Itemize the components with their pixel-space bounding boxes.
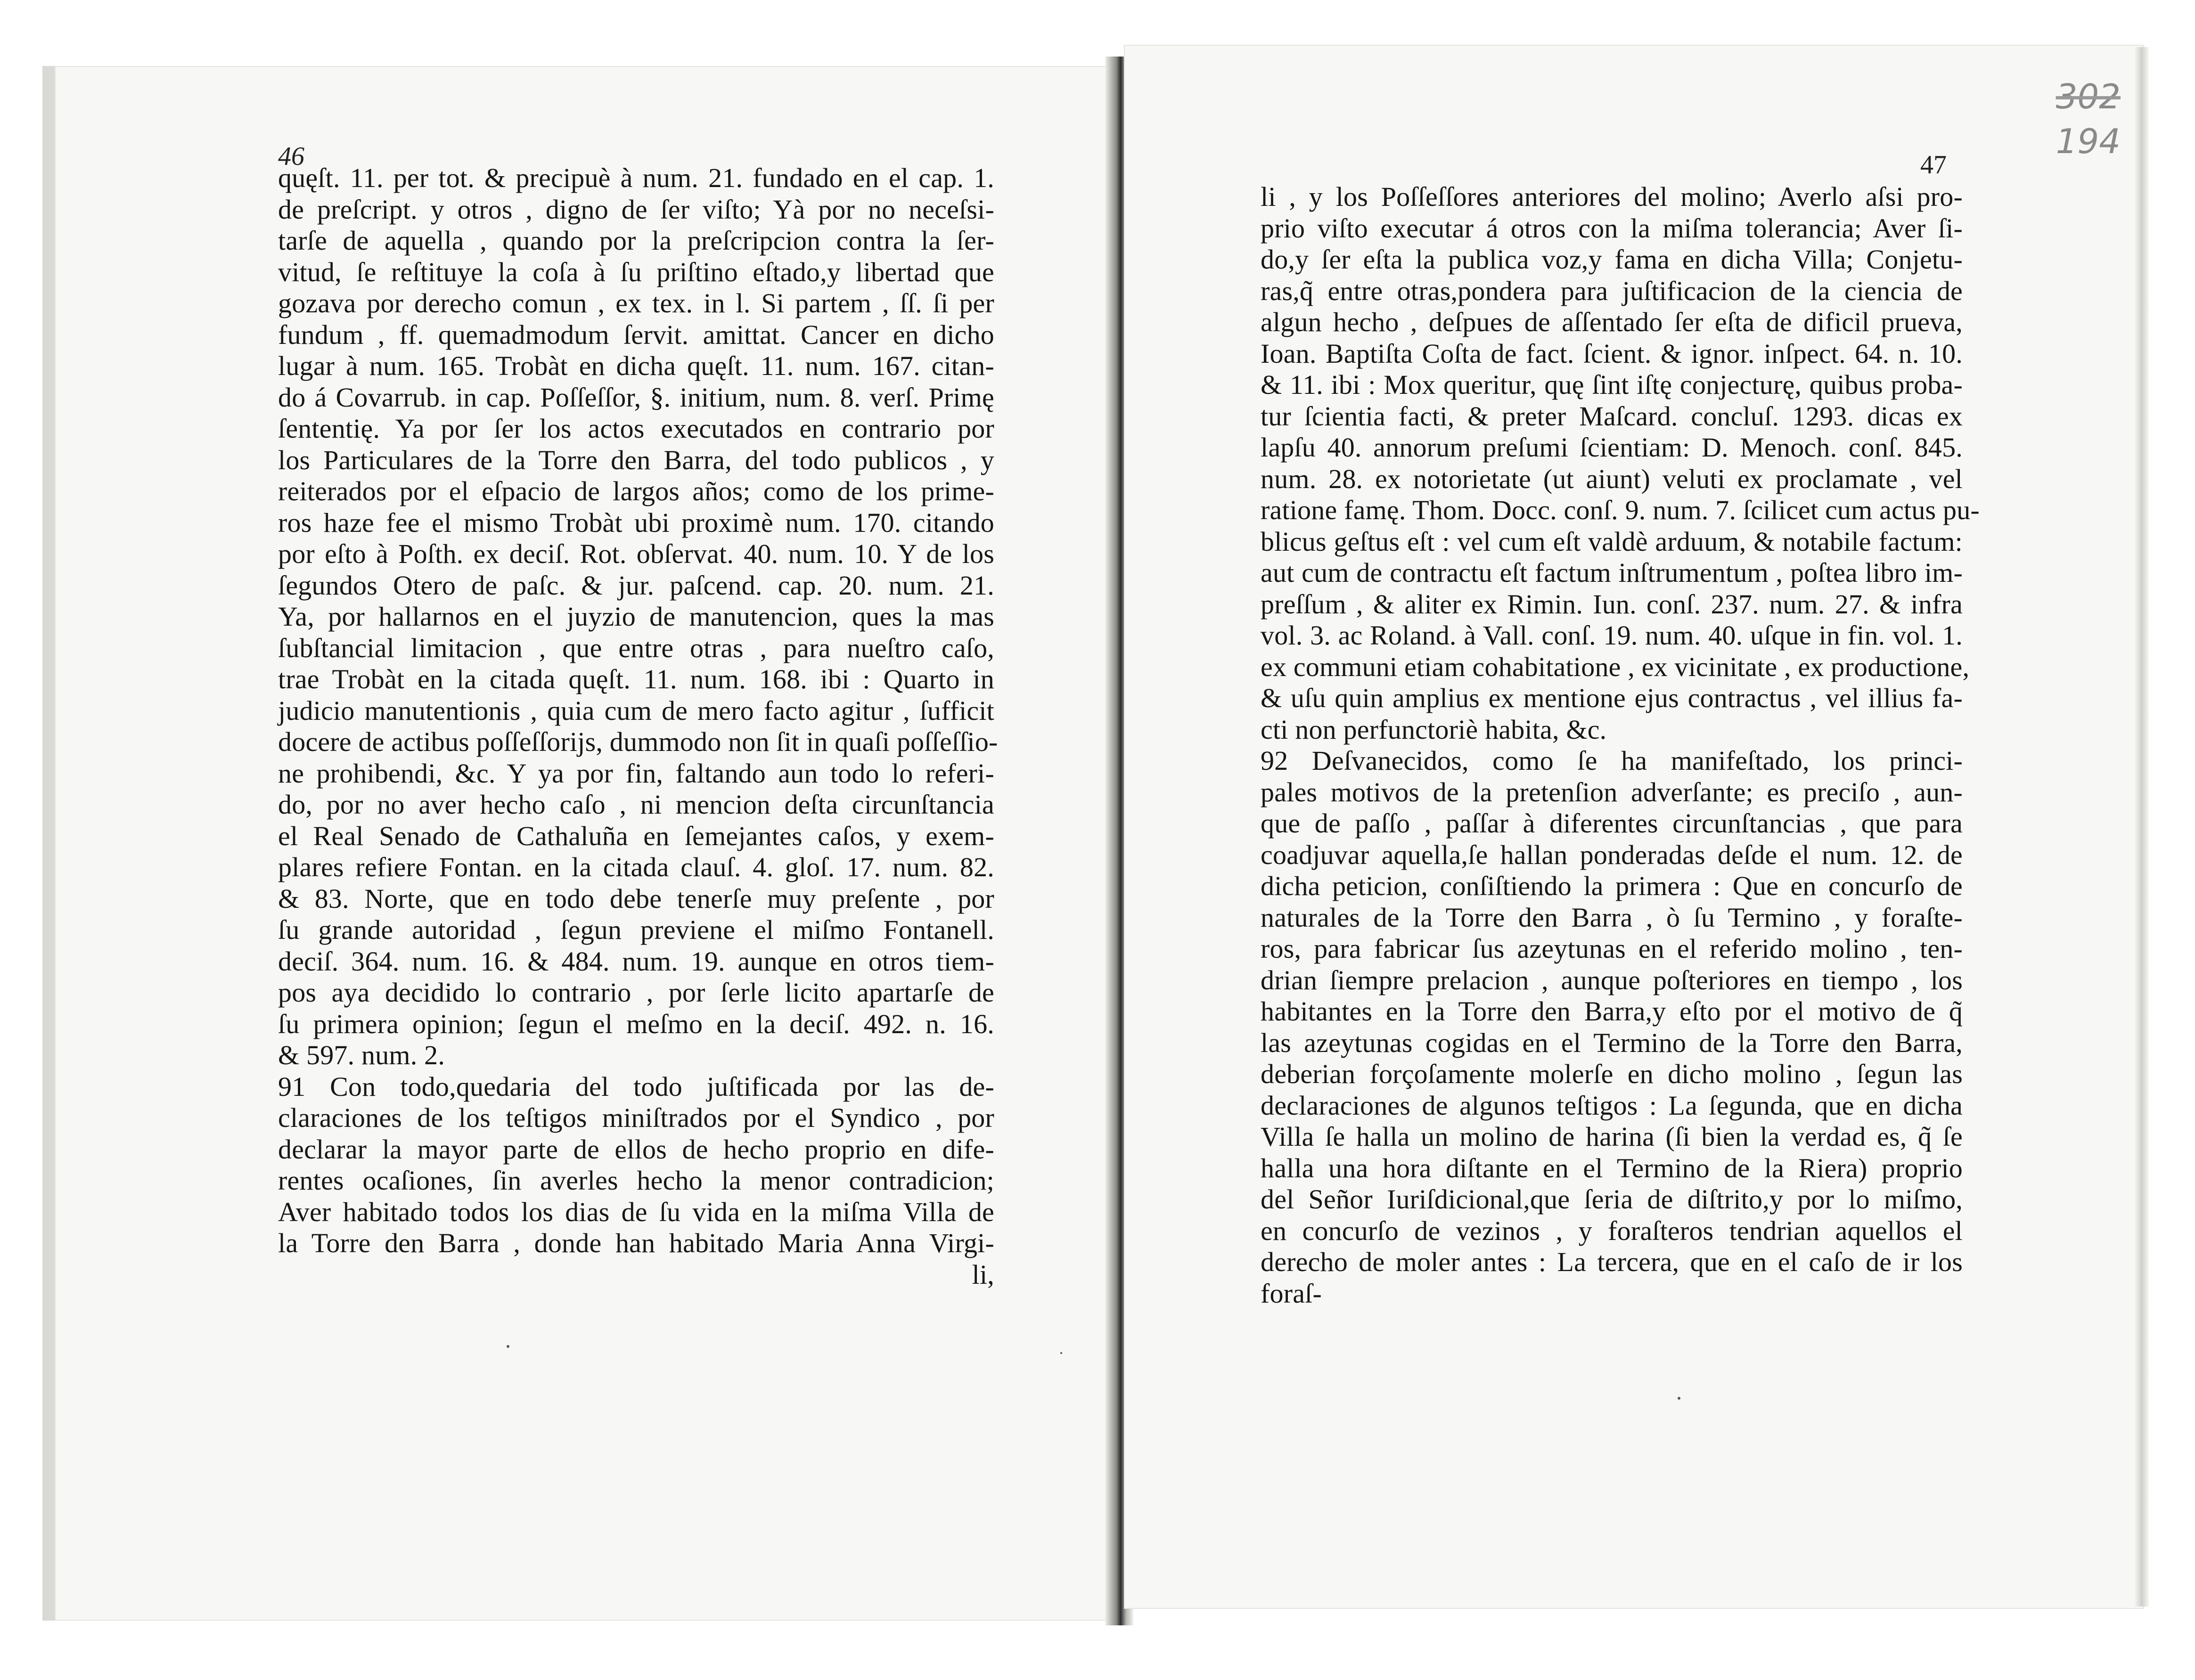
left-page-line: ſu primera opinion; ſegun el meſmo en la deciſ. 492. n. 16. xyxy=(278,1008,994,1039)
right-page-line: dicha peticion, conſiſtiendo la primera : Que en concurſo de xyxy=(1261,871,1963,901)
right-page-line: cti non perfunctoriè habita, &c. xyxy=(1261,714,1607,745)
right-page-line: coadjuvar aquella,ſe hallan ponderadas deſde el num. 12. de xyxy=(1261,839,1963,870)
right-page-line: 92 Deſvanecidos, como ſe ha manifeſtado, los princi- xyxy=(1261,745,1963,776)
page-edge xyxy=(2135,47,2149,1607)
right-page-line: lapſu 40. annorum preſumi ſcientiam: D. Menoch. conſ. 845. xyxy=(1261,432,1963,463)
right-page-line: halla una hora diſtante en el Termino de la Riera) proprio xyxy=(1261,1152,1963,1183)
right-page-line: & 11. ibi : Mox queritur, quę ſint iſtę conjecturę, quibus proba- xyxy=(1261,369,1963,400)
left-page-line: judicio manutentionis , quia cum de mero facto agitur , ſufficit xyxy=(278,695,994,726)
right-page-line: aut cum de contractu eſt factum inſtrumentum , poſtea libro im- xyxy=(1261,557,1963,588)
right-page-line: en concurſo de vezinos , y foraſteros tendrian aquellos el xyxy=(1261,1215,1963,1246)
left-page-line: gozava por derecho comun , ex tex. in l. Si partem , ſſ. ſi per xyxy=(278,288,994,318)
left-page-line: pos aya decidido lo contrario , por ſerle licito apartarſe de xyxy=(278,977,994,1008)
left-page-line: claraciones de los teſtigos miniſtrados por el Syndico , por xyxy=(278,1102,994,1133)
left-page-line: fundum , ff. quemadmodum ſervit. amittat. Cancer en dicho xyxy=(278,319,994,350)
right-page-number: 47 xyxy=(1920,150,1947,179)
right-page-line: vol. 3. ac Roland. à Vall. conſ. 19. num. 40. uſque in fin. vol. 1. xyxy=(1261,620,1963,651)
left-page-line: lugar à num. 165. Trobàt en dicha quęſt. 11. num. 167. citan- xyxy=(278,351,994,381)
left-page-line: Ya, por hallarnos en el juyzio de manutencion, ques la mas xyxy=(278,601,994,632)
right-page-line: ex communi etiam cohabitatione , ex vicinitate , ex productione, xyxy=(1261,651,1970,682)
right-page-line: Villa ſe halla un molino de harina (ſi bien la verdad es, q̃ ſe xyxy=(1261,1121,1963,1152)
left-page-line: ne prohibendi, &c. Y ya por fin, faltando aun todo lo referi- xyxy=(278,758,994,789)
right-page-line: que de paſſo , paſſar à diferentes circunſtancias , que para xyxy=(1261,808,1963,839)
right-page-line: li , y los Poſſeſſores anteriores del molino; Averlo aſsi pro- xyxy=(1261,181,1963,212)
right-page-line: do,y ſer eſta la publica voz,y fama en dicha Villa; Conjetu- xyxy=(1261,244,1963,275)
right-page-line: deberian forçoſamente molerſe en dicho molino , ſegun las xyxy=(1261,1059,1963,1089)
right-page-line: preſſum , & aliter ex Rimin. Iun. conſ. 237. num. 27. & infra xyxy=(1261,588,1963,620)
right-page-line: num. 28. ex notorietate (ut aiunt) veluti ex proclamate , vel xyxy=(1261,463,1963,494)
left-page-line: ſu grande autoridad , ſegun previene el miſmo Fontanell. xyxy=(278,914,994,945)
left-page-line: quęſt. 11. per tot. & precipuè à num. 21. fundado en el cap. 1. xyxy=(278,163,994,193)
left-page-line: li, xyxy=(972,1259,994,1290)
right-page-line: derecho de moler antes : La tercera, que en el caſo de ir los xyxy=(1261,1247,1963,1277)
left-page-line: 91 Con todo,quedaria del todo juſtificada por las de- xyxy=(278,1071,994,1102)
left-page-line: los Particulares de la Torre den Barra, del todo publicos , y xyxy=(278,444,994,475)
manuscript-folio-note: 194 xyxy=(2056,122,2121,161)
right-page-line: las azeytunas cogidas en el Termino de la Torre den Barra, xyxy=(1261,1027,1963,1058)
left-page-line: docere de actibus poſſeſſorijs, dummodo non ſit in quaſi poſſeſſio- xyxy=(278,726,998,757)
left-page-line: trae Trobàt en la citada quęſt. 11. num. 168. ibi : Quarto in xyxy=(278,664,994,694)
left-page-line: ſegundos Otero de paſc. & jur. paſcend. cap. 20. num. 21. xyxy=(278,570,994,601)
left-page-line: & 83. Norte, que en todo debe tenerſe muy preſente , por xyxy=(278,883,994,914)
left-page-line: vitud, ſe reſtituye la coſa à ſu priſtino eſtado,y libertad que xyxy=(278,256,994,287)
left-page-line: ſubſtancial limitacion , que entre otras , para nueſtro caſo, xyxy=(278,632,994,663)
left-page-line: & 597. num. 2. xyxy=(278,1040,445,1070)
left-page-number: 46 xyxy=(278,142,304,171)
left-page-line: de preſcript. y otros , digno de ſer viſto; Yà por no neceſsi- xyxy=(278,194,994,225)
right-page-line: ratione famę. Thom. Docc. conſ. 9. num. 7. ſcilicet cum actus pu- xyxy=(1261,495,1980,525)
right-page-line: ros, para fabricar ſus azeytunas en el referido molino , ten- xyxy=(1261,933,1963,964)
left-page-line: deciſ. 364. num. 16. & 484. num. 19. aunque en otros tiem- xyxy=(278,946,994,977)
left-page-line: ſententię. Ya por ſer los actos executados en contrario por xyxy=(278,413,994,444)
right-page-line: blicus geſtus eſt : vel cum eſt valdè arduum, & notabile factum: xyxy=(1261,526,1963,557)
right-page-line: Ioan. Baptiſta Coſta de fact. ſcient. & ignor. inſpect. 64. n. 10. xyxy=(1261,338,1963,369)
right-page-line: algun hecho , deſpues de aſſentado ſer eſta de dificil prueva, xyxy=(1261,307,1963,337)
right-page-line: drian ſiempre prelacion , aunque poſteriores en tiempo , los xyxy=(1261,964,1963,995)
right-page-line: declaraciones de algunos teſtigos : La ſegunda, que en dicha xyxy=(1261,1090,1963,1121)
left-page-text xyxy=(278,163,998,1290)
left-page-line: rentes ocaſiones, ſin averles hecho la menor contradicion; xyxy=(278,1165,994,1196)
left-page-line: reiterados por el eſpacio de largos años; como de los prime- xyxy=(278,476,994,506)
left-page-line: Aver habitado todos los dias de ſu vida en la miſma Villa de xyxy=(278,1196,994,1227)
right-page-line: & uſu quin amplius ex mentione ejus contractus , vel illius fa- xyxy=(1261,683,1963,713)
right-page-line: foraſ- xyxy=(1261,1278,1322,1309)
manuscript-folio-note-struck: 302 xyxy=(2056,77,2121,116)
right-page-line: ras,q̃ entre otras,pondera para juſtificacion de la ciencia de xyxy=(1261,275,1963,306)
left-page-line: tarſe de aquella , quando por la preſcripcion contra la ſer- xyxy=(278,225,994,256)
right-page-text xyxy=(1261,181,1980,1309)
right-page-line: habitantes en la Torre den Barra,y eſto por el motivo de q̃ xyxy=(1261,996,1963,1027)
left-page-line: do, por no aver hecho caſo , ni mencion deſta circunſtancia xyxy=(278,789,994,820)
right-page-line: tur ſcientia facti, & preter Maſcard. concluſ. 1293. dicas ex xyxy=(1261,400,1963,432)
right-page-line: del Señor Iuriſdicional,que ſeria de diſtrito,y por lo miſmo, xyxy=(1261,1184,1963,1215)
left-page-line: por eſto à Poſth. ex deciſ. Rot. obſervat. 40. num. 10. Y de los xyxy=(278,538,994,569)
left-page-line: el Real Senado de Cathaluña en ſemejantes caſos, y exem- xyxy=(278,820,994,851)
left-page-line: ros haze fee el mismo Trobàt ubi proximè num. 170. citando xyxy=(278,507,994,538)
left-page-line: declarar la mayor parte de ellos de hecho proprio en dife- xyxy=(278,1134,994,1165)
left-page-line: la Torre den Barra , donde han habitado Maria Anna Virgi- xyxy=(278,1228,994,1258)
left-page-line: do á Covarrub. in cap. Poſſeſſor, §. initium, num. 8. verſ. Primę xyxy=(278,382,994,413)
left-page-line: plares refiere Fontan. en la citada clauſ. 4. gloſ. 17. num. 82. xyxy=(278,852,994,882)
right-page-line: prio viſto executar á otros con la miſma tolerancia; Aver ſi- xyxy=(1261,212,1963,244)
right-page-line: pales motivos de la pretenſion adverſante; es preciſo , aun- xyxy=(1261,776,1963,807)
right-page-line: naturales de la Torre den Barra , ò ſu Termino , y foraſte- xyxy=(1261,902,1963,933)
